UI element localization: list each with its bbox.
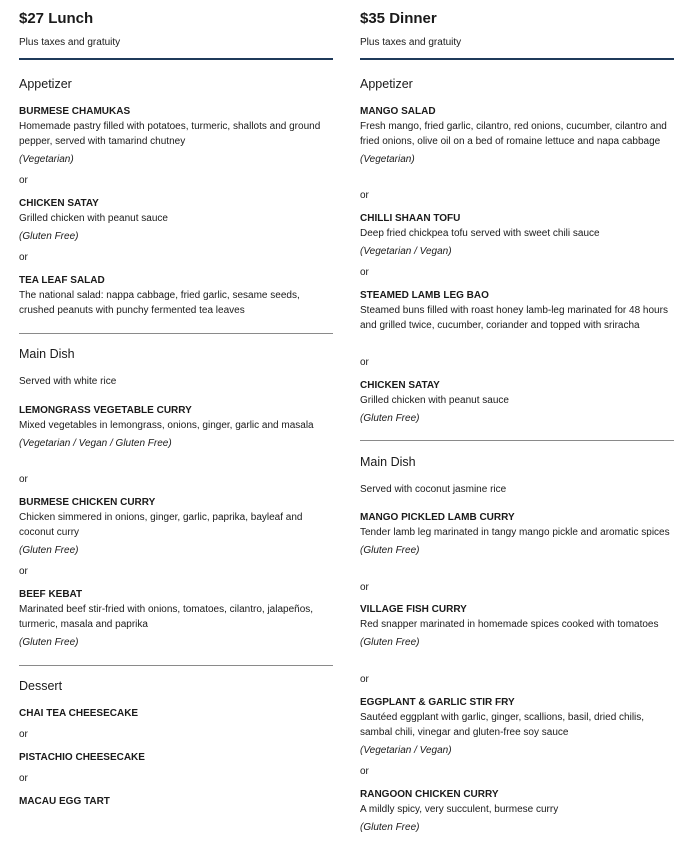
item-description: The national salad: nappa cabbage, fried garlic, sesame seeds, crushed peanuts with punchy fermented tea leaves (19, 290, 300, 316)
or-separator: or (19, 175, 28, 186)
item-dietary-note: (Gluten Free) (360, 822, 420, 833)
item-name: BURMESE CHICKEN CURRY (19, 497, 156, 508)
item-name: RANGOON CHICKEN CURRY (360, 789, 499, 800)
item-dietary-note: (Gluten Free) (360, 637, 420, 648)
dinner-main-item (360, 695, 674, 758)
dinner-subtitle: Plus taxes and gratuity (360, 37, 462, 48)
item-description: A mildly spicy, very succulent, burmese curry (360, 804, 559, 815)
item-dietary-note: (Vegetarian / Vegan) (360, 745, 452, 756)
item-dietary-note: (Vegetarian / Vegan) (360, 246, 452, 257)
item-dietary-note: (Vegetarian) (19, 154, 74, 165)
item-name: EGGPLANT & GARLIC STIR FRY (360, 697, 515, 708)
or-separator: or (19, 773, 28, 784)
item-description: Chicken simmered in onions, ginger, garlic, paprika, bayleaf and coconut curry (19, 512, 303, 538)
or-separator: or (360, 190, 369, 201)
lunch-header-divider (19, 58, 333, 60)
or-separator: or (360, 582, 369, 593)
dinner-main-heading: Main Dish (360, 455, 416, 469)
or-separator: or (360, 267, 369, 278)
item-description: Homemade pastry filled with potatoes, turmeric, shallots and ground pepper, served with tamarind chutney (19, 121, 321, 147)
item-description: Marinated beef stir-fried with onions, tomatoes, cilantro, jalapeños, turmeric, masala and paprika (19, 604, 314, 630)
item-name: TEA LEAF SALAD (19, 275, 105, 286)
dinner-title: $35 Dinner (360, 10, 437, 27)
dinner-main-item (360, 602, 674, 650)
item-description: Fresh mango, fried garlic, cilantro, red onions, cucumber, cilantro and fried onions, olive oil on a bed of romaine lettuce and napa cabbage (360, 121, 667, 147)
item-name: MACAU EGG TART (19, 796, 110, 807)
or-separator: or (19, 474, 28, 485)
item-description: Deep fried chickpea tofu served with sweet chili sauce (360, 228, 600, 239)
lunch-dessert-heading: Dessert (19, 679, 63, 693)
item-name: LEMONGRASS VEGETABLE CURRY (19, 405, 192, 416)
or-separator: or (19, 729, 28, 740)
lunch-main-item (19, 403, 333, 451)
section-divider (19, 665, 333, 666)
or-separator: or (360, 674, 369, 685)
item-name: CHAI TEA CHEESECAKE (19, 708, 139, 719)
lunch-dessert-item (19, 706, 333, 721)
item-name: STEAMED LAMB LEG BAO (360, 290, 489, 301)
item-dietary-note: (Gluten Free) (19, 545, 79, 556)
or-separator: or (360, 766, 369, 777)
lunch-main-item (19, 495, 333, 558)
section-divider (360, 440, 674, 441)
lunch-dessert-item (19, 750, 333, 765)
or-separator: or (360, 357, 369, 368)
item-dietary-note: (Gluten Free) (19, 231, 79, 242)
item-name: PISTACHIO CHEESECAKE (19, 752, 145, 763)
item-name: CHILLI SHAAN TOFU (360, 213, 461, 224)
item-description: Steamed buns filled with roast honey lamb-leg marinated for 48 hours and grilled twice, cucumber, coriander and topped with sriracha (360, 305, 668, 331)
item-description: Grilled chicken with peanut sauce (360, 395, 509, 406)
dinner-appetizer-item (360, 104, 674, 167)
item-description: Sautéed eggplant with garlic, ginger, scallions, basil, dried chilis, sambal chili, vinegar and gluten-free soy sauce (360, 712, 645, 738)
dinner-main-item (360, 787, 674, 835)
lunch-main-heading: Main Dish (19, 347, 75, 361)
lunch-appetizer-item (19, 196, 333, 244)
item-dietary-note: (Gluten Free) (360, 413, 420, 424)
lunch-subtitle: Plus taxes and gratuity (19, 37, 121, 48)
lunch-main-note: Served with white rice (19, 376, 117, 387)
lunch-appetizer-item (19, 104, 333, 167)
lunch-appetizer-heading: Appetizer (19, 77, 72, 91)
lunch-dessert-item (19, 794, 333, 809)
item-dietary-note: (Gluten Free) (360, 545, 420, 556)
item-dietary-note: (Vegetarian) (360, 154, 415, 165)
lunch-title: $27 Lunch (19, 10, 94, 27)
item-description: Grilled chicken with peanut sauce (19, 213, 168, 224)
dinner-appetizer-item (360, 288, 674, 333)
item-name: BURMESE CHAMUKAS (19, 106, 131, 117)
item-name: MANGO SALAD (360, 106, 436, 117)
item-name: VILLAGE FISH CURRY (360, 604, 467, 615)
dinner-appetizer-item (360, 211, 674, 259)
item-dietary-note: (Gluten Free) (19, 637, 79, 648)
dinner-main-note: Served with coconut jasmine rice (360, 484, 507, 495)
lunch-appetizer-item (19, 273, 333, 318)
item-name: BEEF KEBAT (19, 589, 83, 600)
item-name: CHICKEN SATAY (360, 380, 440, 391)
or-separator: or (19, 566, 28, 577)
dinner-appetizer-heading: Appetizer (360, 77, 413, 91)
dinner-header-divider (360, 58, 674, 60)
dinner-main-item (360, 510, 674, 558)
item-description: Mixed vegetables in lemongrass, onions, ginger, garlic and masala (19, 420, 314, 431)
section-divider (19, 333, 333, 334)
or-separator: or (19, 252, 28, 263)
item-dietary-note: (Vegetarian / Vegan / Gluten Free) (19, 438, 172, 449)
item-description: Red snapper marinated in homemade spices cooked with tomatoes (360, 619, 659, 630)
item-name: CHICKEN SATAY (19, 198, 99, 209)
item-name: MANGO PICKLED LAMB CURRY (360, 512, 515, 523)
lunch-main-item (19, 587, 333, 650)
dinner-appetizer-item (360, 378, 674, 426)
item-description: Tender lamb leg marinated in tangy mango pickle and aromatic spices (360, 527, 670, 538)
